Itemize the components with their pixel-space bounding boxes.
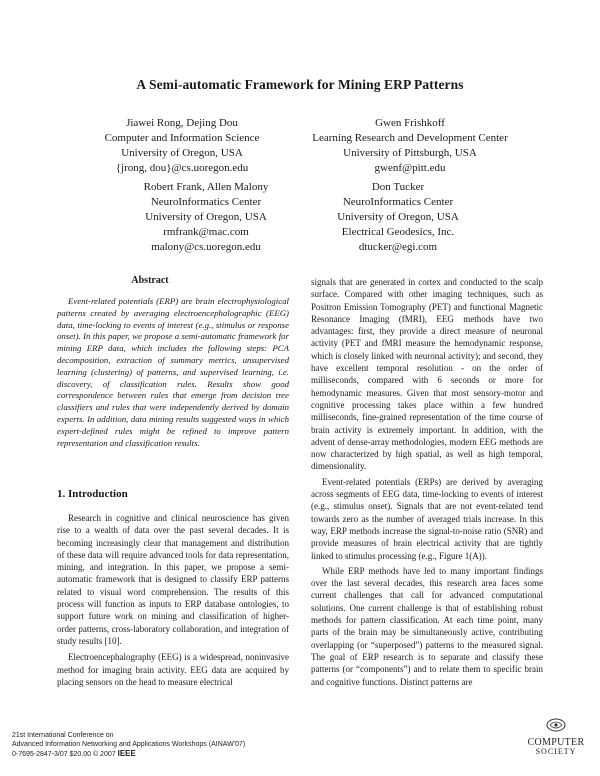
author-names: Robert Frank, Allen Malony: [143, 181, 269, 193]
author-block-frishkoff: [280, 116, 540, 176]
author-affiliation: Learning Research and Development Center: [312, 132, 508, 144]
computer-society-logo: [524, 718, 588, 766]
introduction-paragraph: Electroencephalography (EEG) is a widespread, noninvasive method for imaging brain activity. EEG data are acquired by placing sensors on the head to measure electrical: [57, 652, 289, 687]
right-column-paragraph: signals that are generated in cortex and conducted to the scalp surface. Compared with other imaging techniques, such as Positron Emission Tomography (PET) and functional Magnetic Resonance Imaging (fMRI), EEG methods have two advantages: first, they provide a direct measure of neuronal activity (PET and fMRI measure the hemodynamic response, which is closely linked with neuronal activity); and second, they have excellent temporal resolution - on the order of milliseconds, compared with 6 seconds or more for hemodynamic measures. Given that most sensory-motor and cognitive processing takes place within a few hundred milliseconds, fine-grained representation of the time course of brain activity is extremely important. In addition, with the advent of dense-array methodologies, modern EEG methods are now characterized by high spatial, as well as high temporal, dimensionality.: [311, 277, 543, 472]
author-email: malony@cs.uoregon.edu: [151, 241, 261, 253]
author-email: dtucker@egi.com: [358, 241, 438, 253]
author-email: {jrong, dou}@cs.uoregon.edu: [115, 162, 249, 174]
introduction-body: [57, 512, 289, 688]
author-institution: University of Pittsburgh, USA: [343, 147, 477, 159]
right-column-body: [311, 276, 543, 688]
footer-conference-line1: 21st International Conference on: [12, 732, 114, 739]
author-block-rong-dou: [72, 116, 292, 176]
author-block-frank-malony: [106, 180, 306, 255]
ieee-logo-text: IEEE: [117, 749, 136, 758]
right-column-paragraph: Event-related potentials (ERPs) are derived by averaging across segments of EEG data, time-locking to events of interest (e.g., stimulus onset). Signals that are not event-related tend towards zero as the number of averaged trials increase. In this way, ERP methods increase the signal-to-noise ratio (SNR) and provide measures of brain electrical activity that are tightly linked to stimulus processing (e.g., Figure 1(A)).: [311, 476, 543, 561]
author-names: Don Tucker: [371, 181, 425, 193]
author-institution: University of Oregon, USA: [145, 211, 267, 223]
author-company: Electrical Geodesics, Inc.: [341, 226, 455, 238]
author-institution: University of Oregon, USA: [121, 147, 243, 159]
author-affiliation: Computer and Information Science: [104, 132, 260, 144]
logo-text-society: SOCIETY: [535, 747, 577, 756]
abstract-body: [57, 296, 289, 449]
author-block-tucker: [298, 180, 498, 255]
abstract-paragraph: Event-related potentials (ERP) are brain electrophysiological patterns created by averaging electroencephalographic (EEG) data, time-locking to events of interest (e.g., stimulus or response onset). In this paper, we propose a semi-automatic framework for mining ERP data, which includes the following steps: PCA decomposition, extraction of summary metrics, unsupervised learning (clustering) of patterns, and supervised learning, i.e. discovery, of classification rules. Results show good correspondence between rules that emerge from decision tree classifiers and rules that were independently derived by domain experts. In addition, data mining results suggested ways in which expert-defined rules might be refined to improve pattern representation and classification results.: [57, 296, 289, 448]
author-names: Gwen Frishkoff: [375, 117, 445, 129]
footer-copyright: 0-7695-2847-3/07 $20.00 © 2007: [12, 751, 116, 758]
author-affiliation: NeuroInformatics Center: [150, 196, 262, 208]
footer-conference-line2: Advanced Information Networking and Applications Workshops (AINAW'07): [12, 741, 246, 748]
section-heading-introduction: 1. Introduction: [57, 488, 128, 500]
footer-copyright-line: [12, 749, 245, 759]
paper-title: A Semi-automatic Framework for Mining ERP Patterns: [136, 77, 464, 92]
author-email: gwenf@pitt.edu: [374, 162, 446, 174]
logo-text-computer: COMPUTER: [527, 737, 585, 748]
author-affiliation: NeuroInformatics Center: [342, 196, 454, 208]
author-names: Jiawei Rong, Dejing Dou: [126, 117, 238, 129]
author-email: rmfrank@mac.com: [163, 226, 249, 238]
computer-society-emblem-icon: [546, 718, 566, 732]
conference-footer: [12, 731, 245, 759]
introduction-paragraph: Research in cognitive and clinical neuroscience has given rise to a wealth of data over the past several decades. It is becoming increasingly clear that management and distribution of these data will require advanced tools for data representation, mining, and integration. In this paper, we propose a semi-automatic framework that is designed to classify ERP patterns related to visual word comprehension. The results of this process will function as inputs to ERP database ontologies, to support future work on mining and classification of higher-order patterns, cross-laboratory collaboration, and integration of study results [10].: [57, 513, 289, 646]
right-column-paragraph: While ERP methods have led to many important findings over the last several decades, this research area faces some current challenges that call for advanced computational solutions. One current challenge is that of establishing robust methods for pattern classification. At each time point, many parts of the brain may be simultaneously active, contributing overlapping (or “superposed”) patterns to the measured signal. The goal of ERP research is to separate and classify these patterns (or “components”) and to relate them to specific brain and cognitive functions. Distinct patterns are: [311, 565, 543, 687]
author-institution: University of Oregon, USA: [337, 211, 459, 223]
abstract-heading: Abstract: [131, 275, 169, 286]
